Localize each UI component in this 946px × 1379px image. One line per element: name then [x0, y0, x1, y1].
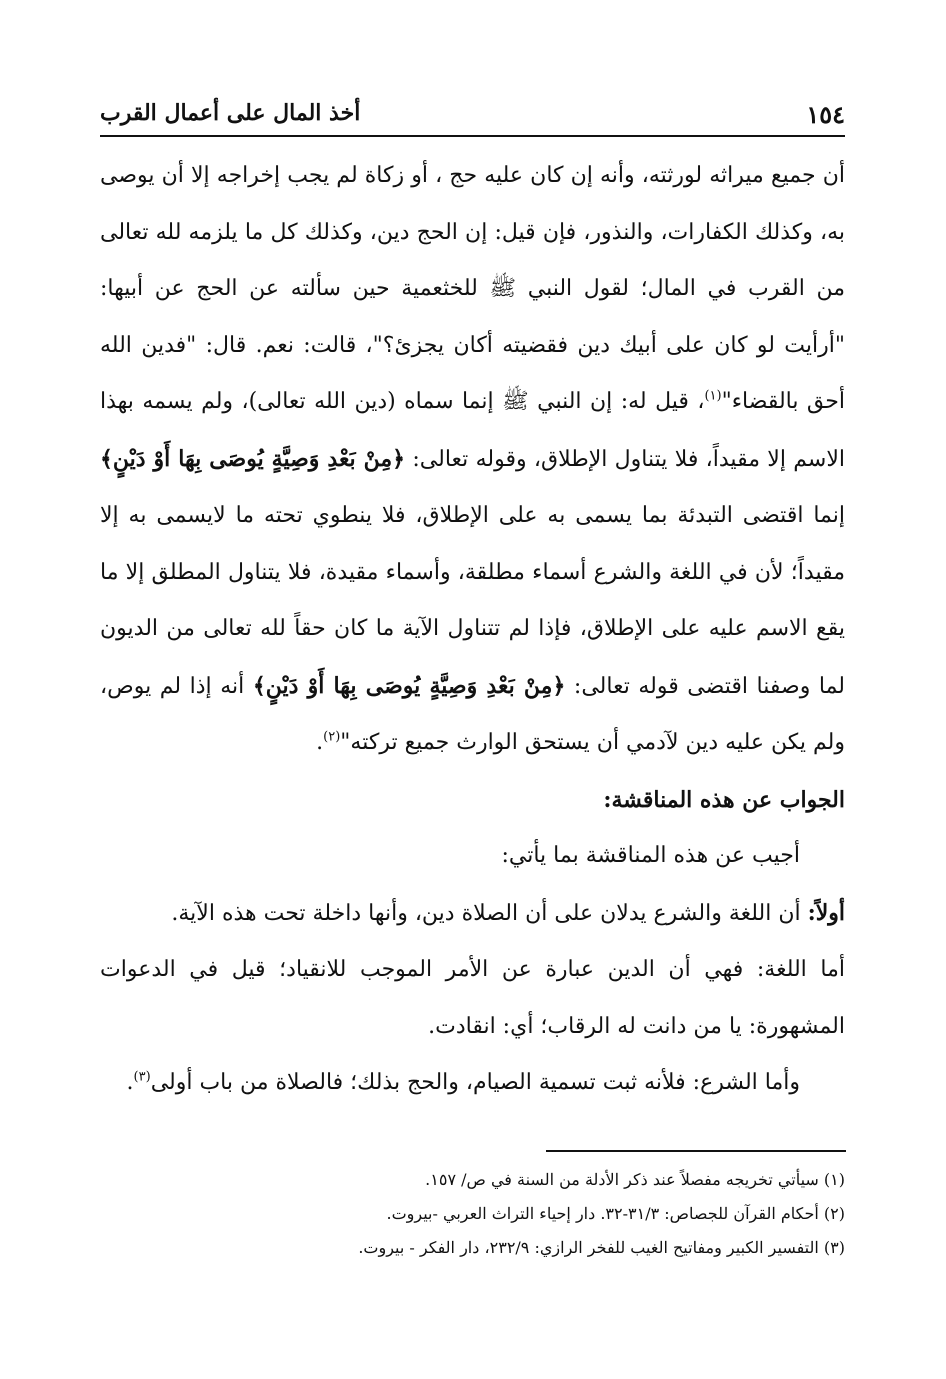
text-segment: أن اللغة والشرع يدلان على أن الصلاة دين، وأنها داخلة تحت هذه الآية. [171, 900, 801, 926]
text-segment: . [126, 1070, 134, 1095]
quran-verse: ﴿مِنْ بَعْدِ وَصِيَّةٍ يُوصَى بِهَا أَوْ دَيْنٍ﴾ [252, 672, 566, 699]
text-segment: . [316, 730, 324, 755]
main-text [100, 148, 845, 1112]
paragraph-sharia [100, 1055, 845, 1112]
footnote-1: (١) سيأتي تخريجه مفصلاً عند ذكر الأدلة من السنة في ص/ ١٥٧. [425, 1170, 845, 1189]
footnote-ref-1: (١) [704, 388, 722, 404]
running-title: أخذ المال على أعمال القرب [100, 100, 361, 126]
paragraph-intro: أجيب عن هذه المناقشة بما يأتي: [501, 843, 800, 868]
page-header [100, 96, 845, 132]
footnote-divider [546, 1150, 846, 1152]
paragraph-language: أما اللغة: فهي أن الدين عبارة عن الأمر الموجب للانقياد؛ قيل في الدعوات المشهورة: يا من دانت له الرقاب؛ أي: انقادت. [100, 957, 845, 1039]
footnote-ref-2: (٢) [323, 729, 341, 745]
text-segment: ، قيل له: إن النبي ﷺ إنما سماه (دين الله تعالى)، ولم يسمه بهذا الاسم إلا مقيداً، فلا يتناول الإطلاق، وقوله تعالى: [100, 389, 845, 472]
text-segment: أن جميع ميراثه لورثته، وأنه إن كان عليه حج ، أو زكاة لم يجب إخراجه إلا أن يوصى به، وكذلك الكفارات، والنذور، فإن قيل: إن الحج دين، وكذلك كل ما يلزمه لله تعالى من القرب في المال؛ لقول النبي ﷺ للخثعمية حين سألته عن الحج عن أبيها: "أرأيت لو كان على أبيك دين فقضيته أكان يجزئ؟"، قالت: نعم. قال: "فدين الله أحق بالقضاء" [100, 163, 845, 414]
text-segment: وأما الشرع: فلأنه ثبت تسمية الصيام، والحج بذلك؛ فالصلاة من باب أولى [150, 1070, 800, 1095]
point-label: أولاً: [807, 899, 845, 926]
text-segment: أنه إذا لم يوص، ولم يكن عليه دين لآدمي أن يستحق الوارث جميع تركته" [100, 673, 845, 755]
footnote-2: (٢) أحكام القرآن للجصاص: ٣١/٣-٣٢. دار إحياء التراث العربي -بيروت. [386, 1204, 845, 1223]
page-number: ١٥٤ [806, 100, 845, 129]
paragraph-point-1 [100, 885, 845, 943]
section-heading: الجواب عن هذه المناقشة: [603, 786, 845, 813]
paragraph-discussion [100, 148, 845, 772]
footnote-3: (٣) التفسير الكبير ومفاتيح الغيب للفخر الرازي: ٢٣٢/٩، دار الفكر - بيروت. [358, 1238, 845, 1257]
footnote-ref-3: (٣) [133, 1069, 151, 1085]
footnotes [100, 1163, 845, 1265]
quran-verse: ﴿مِنْ بَعْدِ وَصِيَّةٍ يُوصَى بِهَا أَوْ دَيْنٍ﴾ [100, 445, 406, 472]
header-divider [100, 135, 845, 137]
text-segment: إنما اقتضى التبدئة بما يسمى به على الإطلاق، فلا ينطوي تحته ما لايسمى به إلا مقيداً؛ لأن في اللغة والشرع أسماء مطلقة، وأسماء مقيدة، فلا يتناول المطلق إلا ما يقع الاسم عليه على الإطلاق، فإذا لم تتناول الآية ما كان حقاً لله تعالى من الديون لما وصفنا اقتضى قوله تعالى: [100, 503, 845, 699]
